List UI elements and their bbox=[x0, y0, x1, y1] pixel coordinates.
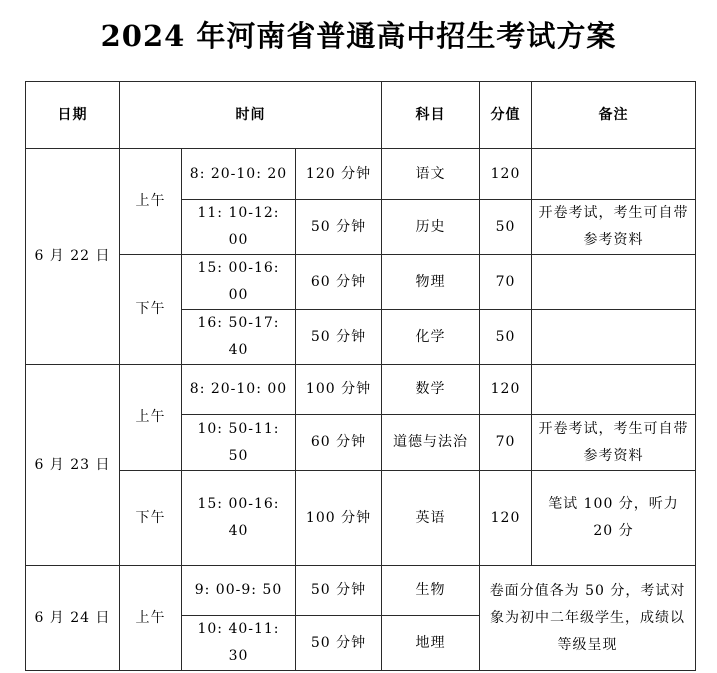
duration-cell: 50 分钟 bbox=[296, 310, 382, 365]
subject-cell: 历史 bbox=[382, 200, 480, 255]
duration-cell: 100 分钟 bbox=[296, 471, 382, 566]
header-time: 时间 bbox=[120, 82, 382, 149]
session-cell: 上午 bbox=[120, 365, 182, 471]
note-cell bbox=[532, 365, 696, 415]
note-cell: 开卷考试，考生可自带参考资料 bbox=[532, 415, 696, 471]
note-cell: 开卷考试，考生可自带参考资料 bbox=[532, 200, 696, 255]
date-cell: 6 月 23 日 bbox=[26, 365, 120, 566]
header-row bbox=[26, 82, 696, 149]
time-cell: 8: 20-10: 00 bbox=[182, 365, 296, 415]
header-date: 日期 bbox=[26, 82, 120, 149]
duration-cell: 50 分钟 bbox=[296, 200, 382, 255]
subject-cell: 语文 bbox=[382, 149, 480, 200]
subject-cell: 生物 bbox=[382, 566, 480, 616]
table-row bbox=[26, 149, 696, 200]
score-cell: 70 bbox=[480, 415, 532, 471]
table-row bbox=[26, 566, 696, 616]
score-cell: 70 bbox=[480, 255, 532, 310]
score-cell: 50 bbox=[480, 200, 532, 255]
score-cell: 120 bbox=[480, 365, 532, 415]
note-cell: 卷面分值各为 50 分，考试对象为初中二年级学生，成绩以等级呈现 bbox=[480, 566, 696, 671]
subject-cell: 化学 bbox=[382, 310, 480, 365]
time-cell: 8: 20-10: 20 bbox=[182, 149, 296, 200]
date-cell: 6 月 22 日 bbox=[26, 149, 120, 365]
session-cell: 上午 bbox=[120, 566, 182, 671]
duration-cell: 60 分钟 bbox=[296, 255, 382, 310]
date-cell: 6 月 24 日 bbox=[26, 566, 120, 671]
time-cell: 15: 00-16: 40 bbox=[182, 471, 296, 566]
duration-cell: 50 分钟 bbox=[296, 566, 382, 616]
note-cell bbox=[532, 255, 696, 310]
duration-cell: 100 分钟 bbox=[296, 365, 382, 415]
subject-cell: 英语 bbox=[382, 471, 480, 566]
score-cell: 120 bbox=[480, 471, 532, 566]
header-subject: 科目 bbox=[382, 82, 480, 149]
duration-cell: 50 分钟 bbox=[296, 616, 382, 671]
note-cell: 笔试 100 分，听力 20 分 bbox=[532, 471, 696, 566]
exam-schedule-table bbox=[25, 81, 696, 671]
note-cell bbox=[532, 310, 696, 365]
time-cell: 9: 00-9: 50 bbox=[182, 566, 296, 616]
duration-cell: 60 分钟 bbox=[296, 415, 382, 471]
page-title: 2024 年河南省普通高中招生考试方案 bbox=[100, 19, 617, 53]
session-cell: 下午 bbox=[120, 255, 182, 365]
subject-cell: 数学 bbox=[382, 365, 480, 415]
header-score: 分值 bbox=[480, 82, 532, 149]
table-row bbox=[26, 255, 696, 310]
session-cell: 上午 bbox=[120, 149, 182, 255]
subject-cell: 道德与法治 bbox=[382, 415, 480, 471]
note-cell bbox=[532, 149, 696, 200]
table-row bbox=[26, 471, 696, 566]
header-note: 备注 bbox=[532, 82, 696, 149]
time-cell: 10: 40-11: 30 bbox=[182, 616, 296, 671]
table-row bbox=[26, 365, 696, 415]
time-cell: 10: 50-11: 50 bbox=[182, 415, 296, 471]
time-cell: 15: 00-16: 00 bbox=[182, 255, 296, 310]
score-cell: 120 bbox=[480, 149, 532, 200]
time-cell: 16: 50-17: 40 bbox=[182, 310, 296, 365]
session-cell: 下午 bbox=[120, 471, 182, 566]
subject-cell: 地理 bbox=[382, 616, 480, 671]
duration-cell: 120 分钟 bbox=[296, 149, 382, 200]
score-cell: 50 bbox=[480, 310, 532, 365]
subject-cell: 物理 bbox=[382, 255, 480, 310]
time-cell: 11: 10-12: 00 bbox=[182, 200, 296, 255]
